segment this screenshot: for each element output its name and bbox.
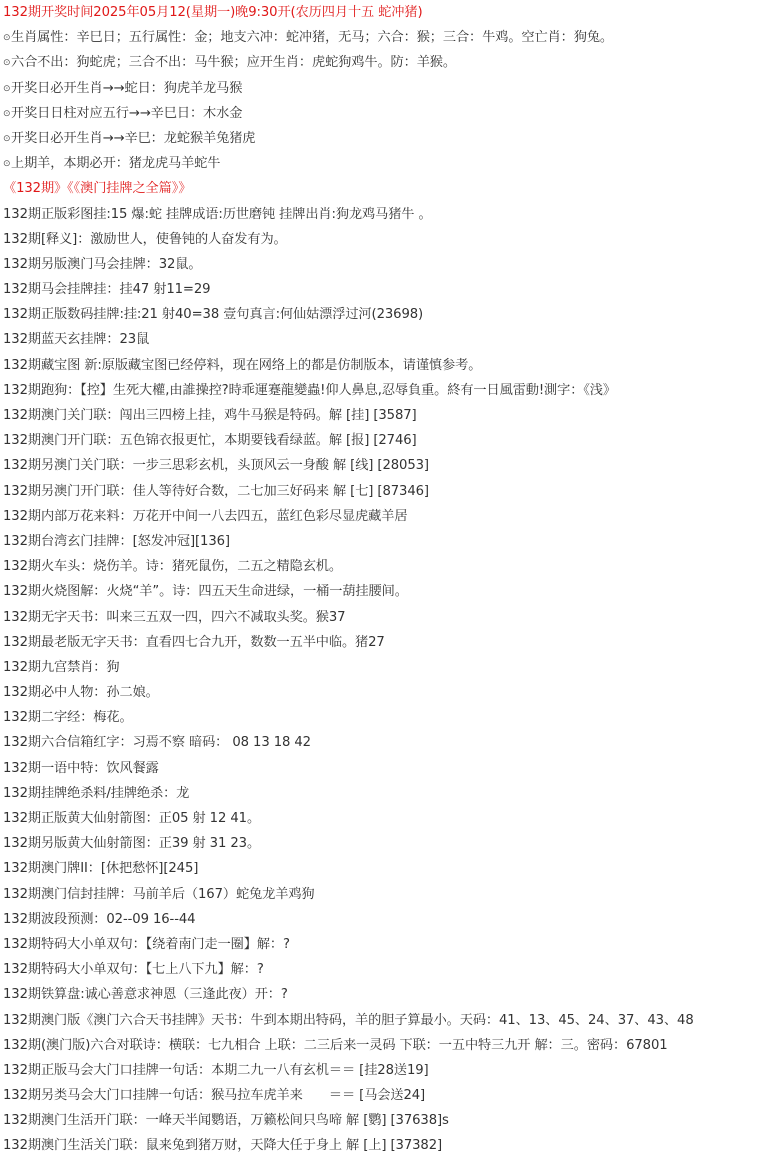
entry-line: 132期藏宝图 新:原版藏宝图已经停料，现在网络上的都是仿制版本，请谨慎参考。 — [3, 357, 482, 373]
bullet-line — [3, 25, 777, 50]
entry-line: 132期正版数码挂牌:挂:21 射40=38 壹句真言:何仙姑漂浮过河(23698) — [3, 307, 424, 323]
entry-line: 132期一语中特：饮风餐露 — [3, 760, 159, 776]
bullet-line — [3, 101, 777, 126]
entry-line: 132期内部万花来料：万花开中间一八去四五，蓝红色彩尽显虎藏羊居 — [3, 508, 408, 524]
entry-line: 132期台湾玄门挂牌：[怒发冲冠][136] — [3, 533, 230, 549]
entry-line: 132期[释义]：激励世人，使鲁钝的人奋发有为。 — [3, 231, 287, 247]
bullet-text: 上期羊，本期必开：猪龙虎马羊蛇牛 — [11, 156, 221, 172]
entry-line: 132期二字经：梅花。 — [3, 710, 133, 726]
entry-line: 132期挂牌绝杀料/挂牌绝杀：龙 — [3, 785, 190, 801]
bullet-text: 六合不出：狗蛇虎；三合不出：马牛猴；应开生肖：虎蛇狗鸡牛。防：羊猴。 — [11, 55, 456, 71]
entry-line: 132期澳门牌II：[休把愁怀][245] — [3, 861, 199, 877]
bullet-dot-icon: ⊙ — [3, 83, 11, 94]
entry-line: 132期马会挂牌挂：挂47 射11=29 — [3, 282, 211, 298]
entry-line: 132期火烧图解：火烧“羊”。诗：四五天生命进绿，一桶一葫挂腰间。 — [3, 584, 408, 600]
entry-line: 132期波段预测：02--09 16--44 — [3, 911, 196, 927]
entry-line: 132期特码大小单双句：【绕着南门走一圈】解：? — [3, 936, 290, 952]
bullet-dot-icon: ⊙ — [3, 133, 11, 144]
entry-line: 132期正版马会大门口挂牌一句话：本期二九一八有玄机＝＝ [挂28送19] — [3, 1062, 429, 1078]
bullet-line — [3, 126, 777, 151]
entry-line: 132期蓝天玄挂牌：23鼠 — [3, 332, 150, 348]
bullet-line — [3, 50, 777, 75]
entry-line: 132期澳门版《澳门六合天书挂牌》天书：牛到本期出特码，羊的胆子算最小。天码：41、13、45、24、37、43、48 — [3, 1012, 694, 1028]
entry-line: 132期无字天书：叫来三五双一四，四六不减取头奖。猴37 — [3, 609, 346, 625]
entry-line: 132期澳门信封挂牌：马前羊后（167）蛇兔龙羊鸡狗 — [3, 886, 315, 902]
bullet-line — [3, 76, 777, 101]
entry-line: 132期(澳门版)六合对联诗：横联：七九相合 上联：二三后来一灵码 下联：一五中特三九开 解：三。密码：67801 — [3, 1037, 668, 1053]
entry-line: 132期必中人物：孙二娘。 — [3, 685, 159, 701]
bullet-dot-icon: ⊙ — [3, 159, 11, 170]
entry-line: 132期另澳门关门联：一步三思彩玄机，头顶风云一身酸 解 [线] [28053] — [3, 458, 429, 474]
entry-line: 132期跑狗：【控】生死大權,由誰操控?時乖運蹇龍變蟲!仰人鼻息,忍辱負重。終有一日風雷動!測字：《浅》 — [3, 382, 616, 398]
entry-line: 132期澳门关门联：闯出三四榜上挂，鸡牛马猴是特码。解 [挂] [3587] — [3, 408, 417, 423]
bullet-text: 开奖日必开生肖→→蛇日：狗虎羊龙马猴 — [11, 80, 243, 96]
bullet-text: 开奖日日柱对应五行→→辛巳日：木水金 — [11, 105, 243, 121]
section-title: 《132期》《《澳门挂牌之全篇》》 — [3, 181, 192, 197]
entry-line: 132期另版澳门马会挂牌：32鼠。 — [3, 256, 202, 272]
bullet-line — [3, 151, 777, 176]
bullet-dot-icon: ⊙ — [3, 58, 11, 69]
entry-line: 132期另版黄大仙射箭图：正39 射 31 23。 — [3, 836, 261, 852]
entry-line: 132期六合信箱红字：习焉不察 暗码： 08 13 18 42 — [3, 735, 311, 751]
entry-line: 132期九宫禁肖：狗 — [3, 659, 120, 675]
draw-time-header: 132期开奖时间2025年05月12(星期一)晚9:30开(农历四月十五 蛇冲猪) — [3, 5, 423, 20]
entry-line: 132期澳门生活开门联：一峰天半闻鹦语，万籁松间只鸟啼 解 [鹦] [37638]s — [3, 1113, 449, 1129]
entry-line: 132期澳门生活关门联：鼠来兔到猪万财，天降大任于身上 解 [上] [37382] — [3, 1138, 443, 1154]
entry-line: 132期正版彩图挂:15 爆:蛇 挂牌成语:历世磨钝 挂牌出肖:狗龙鸡马猪牛 。 — [3, 206, 432, 222]
bullet-dot-icon: ⊙ — [3, 108, 11, 119]
bullet-text: 开奖日必开生肖→→辛巳：龙蛇猴羊兔猪虎 — [11, 130, 256, 146]
entry-line: 132期澳门开门联：五色锦衣报更忙，本期要钱看绿蓝。解 [报] [2746] — [3, 433, 417, 449]
entry-line: 132期另类马会大门口挂牌一句话：猴马拉车虎羊来 ＝＝ [马会送24] — [3, 1088, 426, 1104]
bullet-text: 生肖属性：辛巳日；五行属性：金；地支六冲：蛇冲猪，无马；六合：猴；三合：牛鸡。空亡肖：狗兔。 — [11, 30, 614, 46]
entry-line: 132期另澳门开门联：佳人等待好合数，二七加三好码来 解 [七] [87346] — [3, 483, 429, 499]
entry-line: 132期最老版无字天书：直看四七合九开，数数一五半中临。猪27 — [3, 634, 385, 650]
entry-line: 132期特码大小单双句：【七上八下九】解：? — [3, 962, 264, 978]
entry-line: 132期火车头：烧伤羊。诗：猪死鼠伤，二五之精隐玄机。 — [3, 559, 342, 575]
entry-line: 132期铁算盘:诚心善意求神恩（三逢此夜）开：? — [3, 987, 288, 1003]
entry-line: 132期正版黄大仙射箭图：正05 射 12 41。 — [3, 811, 261, 826]
bullet-dot-icon: ⊙ — [3, 33, 11, 44]
